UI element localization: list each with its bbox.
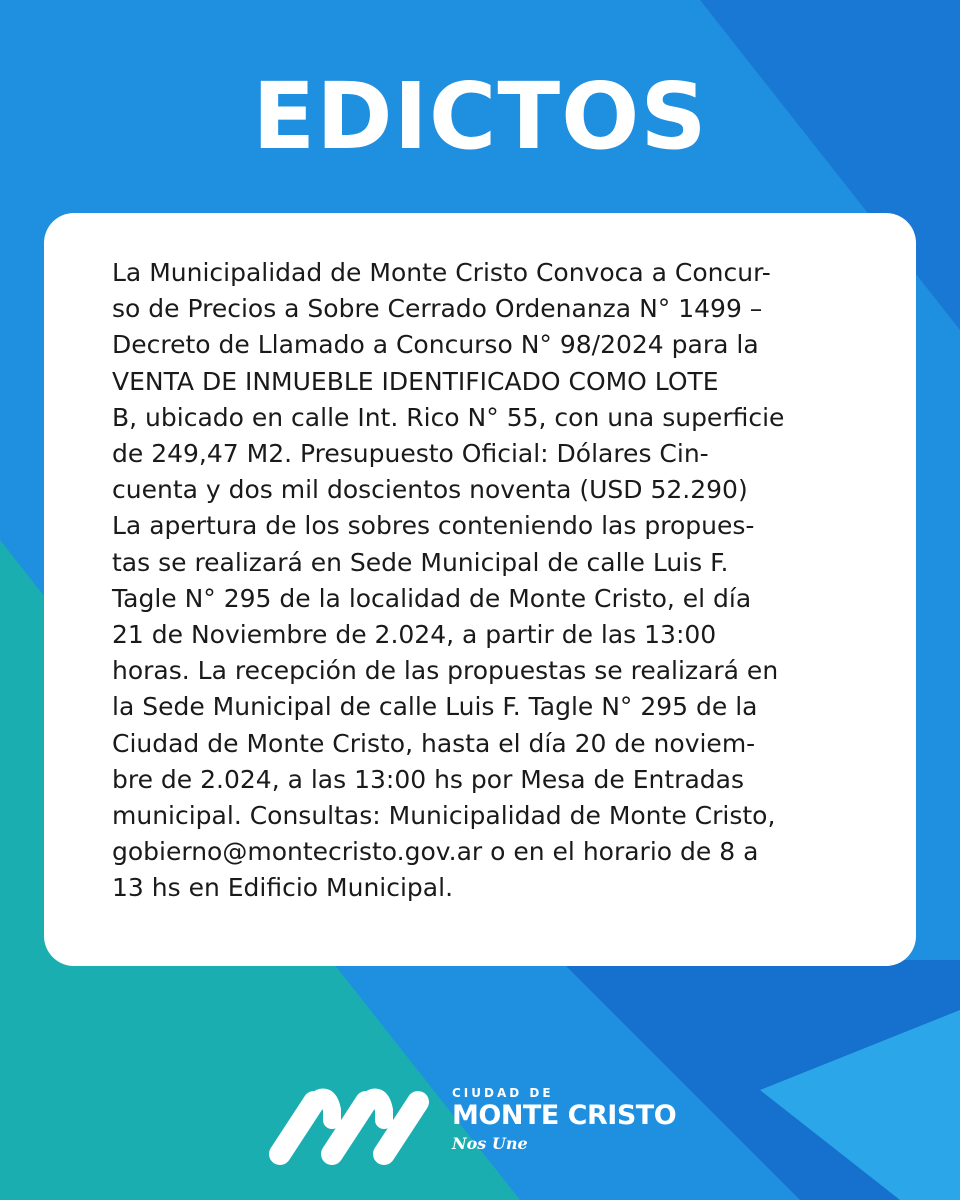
- edict-card: [44, 213, 916, 966]
- edict-text-line: de 249,47 M2. Presupuesto Oficial: Dólares Cin-: [112, 439, 709, 469]
- edict-text-line: la Sede Municipal de calle Luis F. Tagle N° 295 de la: [112, 692, 758, 722]
- edict-text-line: municipal. Consultas: Municipalidad de Monte Cristo,: [112, 801, 776, 831]
- page-title: EDICTOS: [252, 63, 708, 170]
- edict-text-line: gobierno@montecristo.gov.ar o en el horario de 8 a: [112, 837, 759, 867]
- edict-text-line: 13 hs en Edificio Municipal.: [112, 873, 454, 903]
- edict-text-line: 21 de Noviembre de 2.024, a partir de las 13:00: [112, 620, 717, 650]
- edict-text-line: Decreto de Llamado a Concurso N° 98/2024 para la: [112, 330, 759, 360]
- logo-m-icon: [262, 1080, 442, 1170]
- logo-slogan: Nos Une: [452, 1134, 528, 1153]
- edict-text-line: tas se realizará en Sede Municipal de calle Luis F.: [112, 547, 729, 577]
- logo-monte-cristo: MONTE CRISTO: [452, 1100, 677, 1131]
- edict-text-line: Tagle N° 295 de la localidad de Monte Cristo, el día: [112, 583, 752, 613]
- logo-ciudad-de: CIUDAD DE: [452, 1086, 554, 1100]
- edict-text-line: bre de 2.024, a las 13:00 hs por Mesa de Entradas: [112, 764, 744, 794]
- edict-text-line: La Municipalidad de Monte Cristo Convoca a Concur-: [112, 258, 771, 287]
- edict-text-line: Ciudad de Monte Cristo, hasta el día 20 de noviem-: [112, 728, 756, 758]
- edict-text-line: La apertura de los sobres conteniendo las propues-: [112, 511, 755, 541]
- edict-text-line: VENTA DE INMUEBLE IDENTIFICADO COMO LOTE: [112, 366, 719, 396]
- edict-text-line: so de Precios a Sobre Cerrado Ordenanza N° 1499 –: [112, 294, 763, 324]
- edict-text-line: B, ubicado en calle Int. Rico N° 55, con una superficie: [112, 402, 785, 432]
- monte-cristo-logo: [262, 1080, 702, 1170]
- edict-text-line: cuenta y dos mil doscientos noventa (USD 52.290): [112, 475, 748, 505]
- edict-text-line: horas. La recepción de las propuestas se realizará en: [112, 656, 779, 686]
